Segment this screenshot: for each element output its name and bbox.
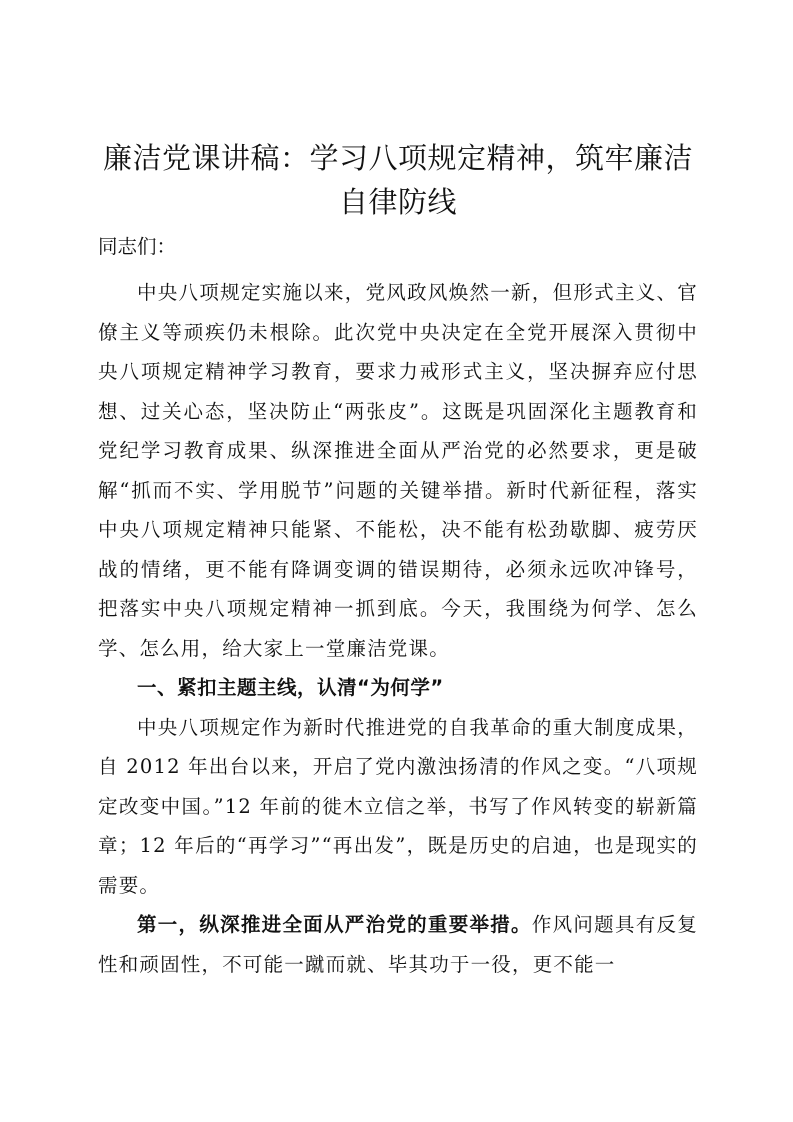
first-point-lead: 第一，纵深推进全面从严治党的重要举措。 [137, 913, 532, 936]
section-heading-1: 一、紧扣主题主线，认清“为何学” [137, 676, 444, 699]
paragraph-intro: 中央八项规定实施以来，党风政风焕然一新，但形式主义、官僚主义等顽疾仍未根除。此次党中央决定在全党开展深入贯彻中央八项规定精神学习教育，要求力戒形式主义，坚决摒弃应付思想、过关心态，坚决防止“两张皮”。这既是巩固深化主题教育和党纪学习教育成果、纵深推进全面从严治党的必然要求，更是破解“抓而不实、学用脱节”问题的关键举措。新时代新征程，落实中央八项规定精神只能紧、不能松，决不能有松劲歇脚、疲劳厌战的情绪，更不能有降调变调的错误期待，必须永远吹冲锋号，把落实中央八项规定精神一抓到底。今天，我围绕为何学、怎么学、怎么用，给大家上一堂廉洁党课。 [98, 281, 698, 660]
greeting: 同志们： [98, 235, 177, 258]
title-line-2: 自律防线 [338, 185, 457, 220]
paragraph-background: 中央八项规定作为新时代推进党的自我革命的重大制度成果，自 2012 年出台以来，开启了党内激浊扬清的作风之变。“八项规定改变中国。”12 年前的徙木立信之举，书写了作风转变的崭新篇章；12 年后的“再学习”“再出发”，既是历史的启迪，也是现实的需要。 [98, 715, 698, 897]
paragraph-first-point [98, 905, 698, 984]
first-point-text: 作风问题具有反复性和顽固性，不可能一蹴而就、毕其功于一役，更不能一 [98, 913, 698, 976]
title-line-1: 廉洁党课讲稿：学习八项规定精神，筑牢廉洁 [102, 141, 693, 176]
document-title [98, 136, 698, 224]
document-body [98, 234, 698, 984]
